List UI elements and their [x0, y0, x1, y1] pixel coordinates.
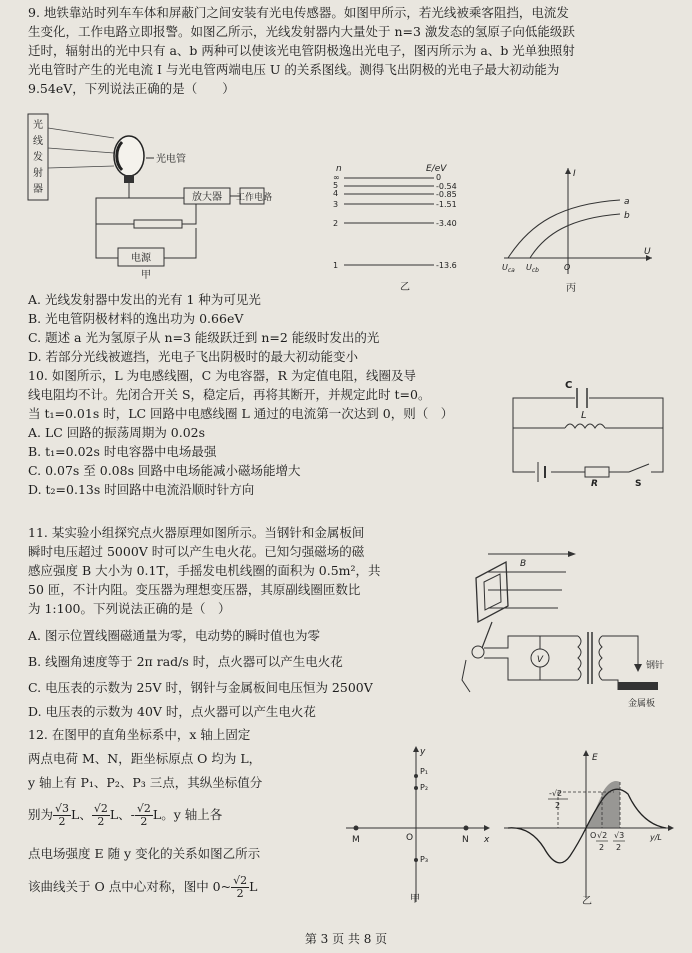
- q11-line4: 50 匝，不计内阻。变压器为理想变压器，其原副线圈匝数比: [28, 582, 361, 597]
- emitter-char-2: 线: [33, 136, 43, 147]
- metal-plate: [618, 682, 658, 690]
- origin-label: O: [564, 263, 571, 272]
- q9-line4: 光电管时产生的光电流 I 与光电管两端电压 U 的关系图线。测得飞出阴极的光电子最大初动能为: [28, 62, 560, 77]
- q12-line5: 点电场强度 E 随 y 变化的关系如图乙所示: [28, 846, 261, 861]
- pos2-tick-num: √3: [614, 831, 625, 840]
- q12-line6: [28, 872, 257, 902]
- q12-line1: 12. 在图甲的直角坐标系中，x 轴上固定: [28, 727, 251, 742]
- crank-handle: [462, 660, 470, 692]
- fig-yi-caption: 乙: [582, 896, 592, 907]
- curve-b-label: b: [624, 211, 630, 221]
- frac-b-den: 2: [97, 815, 105, 828]
- wire-bottom: [484, 658, 578, 680]
- emitter-char-1: 光: [33, 120, 43, 131]
- q9-figure-jia: [26, 108, 273, 281]
- y-l-axis-arrow: [668, 825, 674, 831]
- pos1-tick-den: 2: [599, 843, 605, 852]
- charge-n: [464, 826, 469, 831]
- generator-coil-inner: [484, 574, 501, 610]
- q10-option-a: A. LC 回路的振荡周期为 0.02s: [28, 425, 206, 440]
- q11-option-b: B. 线圈角速度等于 2π rad/s 时，点火器可以产生电火花: [28, 654, 343, 669]
- fig-jia-caption: 甲: [410, 894, 420, 905]
- wire-plate: [602, 680, 618, 690]
- point-p2: [414, 786, 418, 790]
- needle-label: 钢针: [646, 661, 665, 671]
- q9-line2: 生变化，工作电路立即报警。如图乙所示，光线发射器内大量处于 n=3 激发态的氢原子向低能级跃: [28, 24, 575, 39]
- light-ray-1: [48, 128, 114, 138]
- n-label: N: [462, 835, 469, 845]
- yl-label: y/L: [650, 833, 662, 842]
- amplifier-label: 放大器: [192, 192, 222, 203]
- emitter-char-4: 射: [33, 168, 43, 179]
- q9-figure-bing: [500, 164, 660, 296]
- e-label: E/eV: [426, 164, 447, 174]
- voltmeter-label: V: [536, 655, 544, 665]
- plate-label: 金属板: [628, 699, 656, 709]
- fig-jia-caption: 甲: [141, 270, 151, 281]
- battery-gap: [535, 462, 551, 482]
- o-label: O: [406, 833, 414, 843]
- frac-a-den: 2: [58, 815, 66, 828]
- frac-sqrt3-over-2: [53, 803, 71, 828]
- q10-option-c: C. 0.07s 至 0.08s 回路中电场能减小磁场能增大: [28, 463, 301, 478]
- level-3: [333, 200, 457, 209]
- m-label: M: [352, 835, 360, 845]
- level-1-e: -13.6: [436, 261, 457, 270]
- q11-line3: 感应强度 B 大小为 0.1T，手摇发电机线圈的面积为 0.5m²，共: [28, 563, 381, 578]
- i-axis-arrow: [565, 168, 571, 174]
- uca-label: [502, 263, 515, 274]
- q10-option-b: B. t₁=0.02s 时电容器中电场最强: [28, 444, 217, 459]
- level-3-e: -1.51: [436, 200, 457, 209]
- e-curve: [508, 789, 666, 863]
- q10-figure: [505, 378, 675, 489]
- secondary-coil: [599, 636, 602, 680]
- wire-power-right: [164, 228, 196, 258]
- q10-line1: 10. 如图所示，L 为电感线圈，C 为电容器，R 为定值电阻，线圈及导: [28, 368, 417, 383]
- light-ray-2: [48, 148, 114, 153]
- resistor: [134, 220, 182, 228]
- q9-option-c: C. 题述 a 光为氢原子从 n=3 能级跃迁到 n=2 能级时发出的光: [28, 330, 380, 345]
- x-axis-arrow: [484, 825, 490, 831]
- uca-sub: ca: [507, 267, 515, 274]
- q9-line3: 迁时，辐射出的光中只有 a、b 两种可以使该光电管阴极逸出光电子，图丙所示为 a、b 光单独照射: [28, 43, 575, 58]
- n-label: n: [336, 164, 342, 174]
- wire-resistor-right: [182, 204, 196, 224]
- ucb-main: U: [526, 263, 532, 272]
- l-label: L: [581, 410, 587, 421]
- level-4: [333, 189, 457, 199]
- charge-m: [354, 826, 359, 831]
- slip-ring: [472, 646, 484, 658]
- level-1-n: 1: [333, 261, 339, 270]
- ucb-sub: cb: [531, 267, 539, 274]
- q12-line4: [28, 800, 222, 830]
- curve-a-label: a: [624, 197, 630, 207]
- work-circuit-label: 工作电路: [235, 193, 273, 203]
- i-label: I: [573, 169, 576, 179]
- y-axis-arrow: [413, 746, 419, 752]
- circuit-outer: [513, 398, 663, 472]
- q12-line4-mid1: L、: [71, 807, 92, 822]
- q11-option-d: D. 电压表的示数为 40V 时，点火器可以产生电火花: [28, 704, 316, 719]
- pos1-tick-num: √2: [597, 831, 608, 840]
- level-5-e: -0.54: [436, 182, 457, 191]
- q9-option-b: B. 光电管阴极材料的逸出功为 0.66eV: [28, 311, 244, 326]
- generator-coil: [476, 562, 508, 622]
- page-footer: 第 3 页 共 8 页: [304, 932, 388, 946]
- phototube-base: [124, 175, 134, 183]
- q11-figure: [448, 540, 678, 715]
- q11-option-a: A. 图示位置线圈磁通量为零，电动势的瞬时值也为零: [28, 628, 320, 643]
- q10-option-d: D. t₂=0.13s 时回路中电流沿顺时针方向: [28, 482, 255, 497]
- q12-line4-mid2: L、-: [109, 807, 135, 822]
- frac-d-num: √2: [233, 874, 248, 887]
- level-2-e: -3.40: [436, 219, 457, 228]
- neg-tick-num: -√2: [549, 789, 563, 798]
- p2-label: P₂: [420, 783, 429, 792]
- q12-figure-yi: [500, 748, 680, 908]
- power-label: 电源: [131, 253, 151, 264]
- level-1: [333, 261, 457, 270]
- q12-line6-pre: 该曲线关于 O 点中心对称，图中 0~: [28, 879, 232, 894]
- fig-yi-caption: 乙: [400, 282, 410, 293]
- q12-line6-post: L: [249, 879, 258, 894]
- neg-num: √2: [551, 789, 563, 798]
- emitter-char-3: 发: [33, 152, 43, 163]
- wire-top: [484, 636, 578, 648]
- emitter-char-5: 器: [33, 184, 43, 195]
- frac-d-den: 2: [236, 887, 244, 900]
- y-label: y: [420, 747, 426, 757]
- wire-needle: [602, 636, 638, 664]
- level-inf-e: 0: [436, 173, 442, 182]
- q12-line4-pre: 别为: [28, 807, 54, 822]
- resistor-r: [585, 467, 609, 477]
- q12-line2: 两点电荷 M、N，距坐标原点 O 均为 L，: [28, 751, 262, 766]
- level-4-n: 4: [333, 189, 339, 198]
- frac-a-num: √3: [55, 802, 70, 815]
- ucb-label: [526, 263, 539, 274]
- frac-c-den: 2: [140, 815, 148, 828]
- shaded-area: [586, 781, 620, 828]
- level-4-e: -0.85: [436, 190, 457, 199]
- b-field-arrow: [568, 551, 576, 557]
- q11-option-c: C. 电压表的示数为 25V 时，钢针与金属板间电压恒为 2500V: [28, 680, 373, 695]
- tube-label: 光电管: [156, 154, 186, 165]
- level-inf-n: ∞: [333, 173, 340, 182]
- point-p3: [414, 858, 418, 862]
- phototube-bulb: [114, 136, 144, 176]
- o-label: O: [590, 831, 597, 840]
- q9-line1: 9. 地铁靠站时列车车体和屏蔽门之间安装有光电传感器。如图甲所示，若光线被乘客阻挡，电流发: [28, 5, 569, 20]
- fig-bing-caption: 丙: [566, 283, 576, 294]
- e-axis-arrow: [583, 750, 589, 756]
- uca-main: U: [502, 263, 508, 272]
- curve-a: [508, 200, 620, 258]
- wire-left: [96, 183, 129, 258]
- s-label: S: [635, 479, 642, 489]
- frac-range: [231, 875, 249, 900]
- e-label: E: [592, 753, 598, 763]
- neg-tick-den: 2: [555, 801, 561, 810]
- point-p1: [414, 774, 418, 778]
- frac-c-num: √2: [136, 802, 151, 815]
- light-ray-3: [48, 166, 114, 168]
- pos2-tick-den: 2: [616, 843, 622, 852]
- curve-b: [530, 214, 620, 258]
- q9-line5: 9.54eV，下列说法正确的是（ ）: [28, 81, 235, 96]
- level-5-n: 5: [333, 181, 339, 190]
- r-label: R: [591, 479, 598, 489]
- level-2: [333, 219, 457, 228]
- frac-sqrt2-over-2: [92, 803, 110, 828]
- steel-needle: [634, 664, 642, 672]
- q11-line1: 11. 某实验小组探究点火器原理如图所示。当钢针和金属板间: [28, 525, 365, 540]
- level-2-n: 2: [333, 219, 339, 228]
- p1-label: P₁: [420, 767, 429, 776]
- b-label: B: [520, 559, 527, 569]
- q11-line2: 瞬时电压超过 5000V 时可以产生电火花。已知匀强磁场的磁: [28, 544, 365, 559]
- q11-line5: 为 1:100。下列说法正确的是（ ）: [28, 601, 231, 616]
- q10-line3: 当 t₁=0.01s 时，LC 回路中电感线圈 L 通过的电流第一次达到 0，则（ ）: [28, 406, 454, 421]
- frac-b-num: √2: [93, 802, 108, 815]
- c-label: C: [565, 380, 573, 391]
- level-3-n: 3: [333, 200, 339, 209]
- switch-gap: [629, 464, 651, 476]
- q9-option-a: A. 光线发射器中发出的光有 1 种为可见光: [28, 292, 261, 307]
- p3-label: P₃: [420, 855, 429, 864]
- u-label: U: [644, 247, 651, 257]
- q12-figure-jia: [340, 742, 500, 906]
- frac-sqrt2-over-2-neg: [135, 803, 153, 828]
- level-inf: [333, 173, 441, 182]
- primary-coil: [578, 636, 581, 680]
- x-label: x: [484, 835, 490, 845]
- q10-line2: 线电阻均不计。先闭合开关 S，稳定后，再将其断开，并规定此时 t=0。: [28, 387, 431, 402]
- q12-line3: y 轴上有 P₁、P₂、P₃ 三点，其纵坐标值分: [28, 775, 263, 790]
- q9-option-d: D. 若部分光线被遮挡，光电子飞出阴极时的最大初动能变小: [28, 349, 359, 364]
- q12-line4-post: L。y 轴上各: [152, 807, 223, 822]
- generator-shaft: [482, 622, 492, 648]
- q9-figure-yi: [330, 160, 480, 295]
